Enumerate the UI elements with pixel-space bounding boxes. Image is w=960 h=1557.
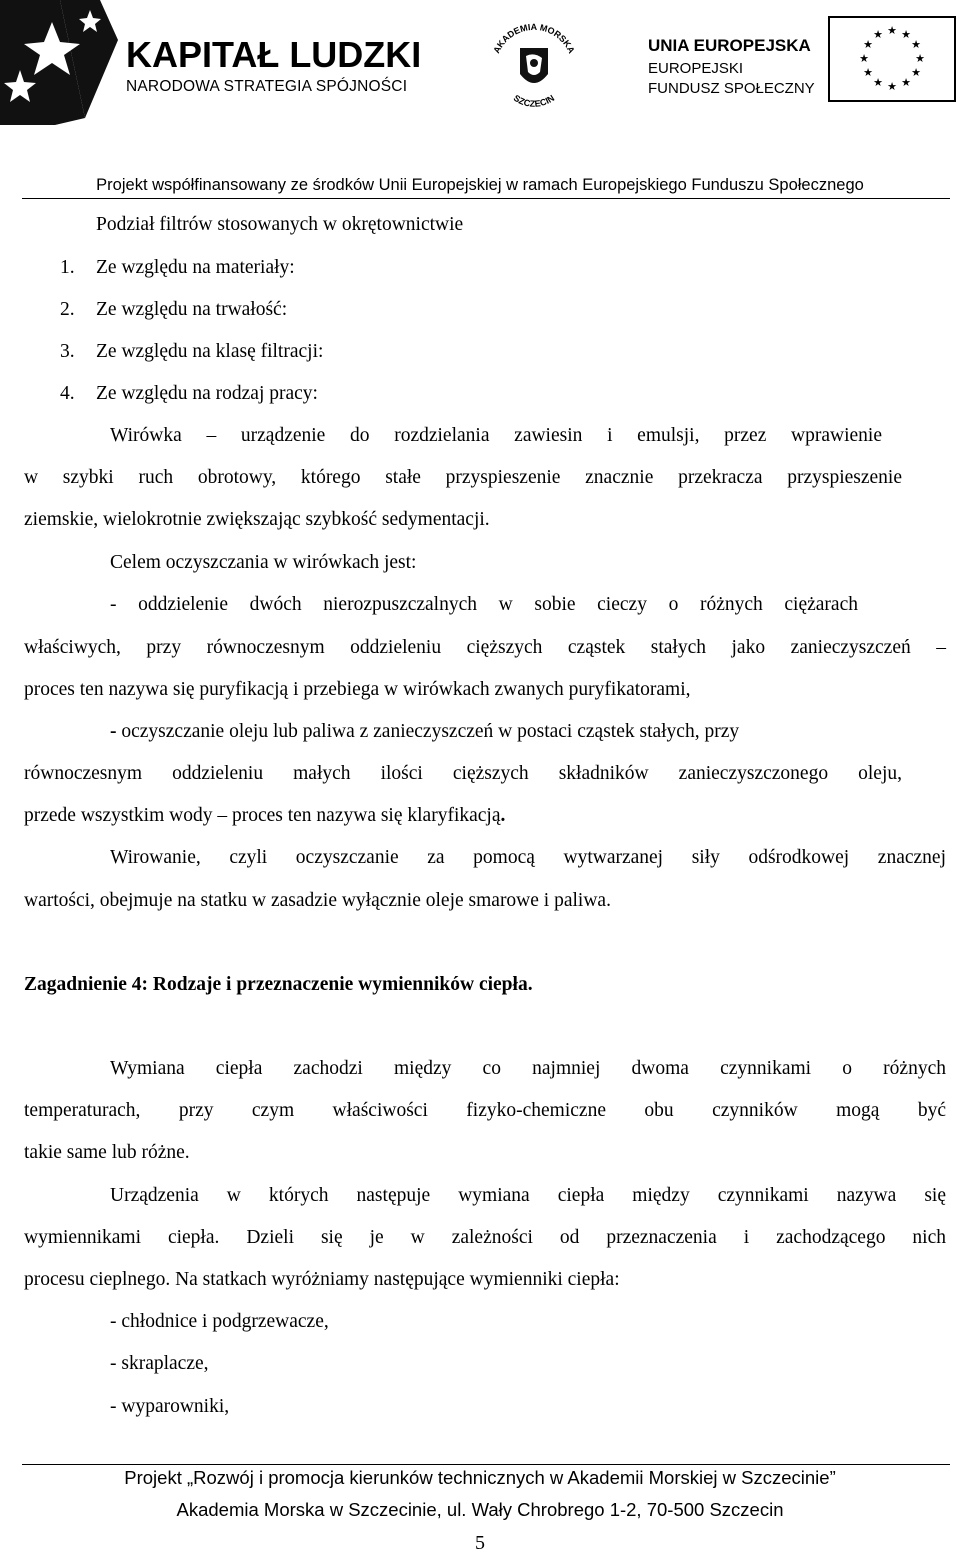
eu-logo (640, 14, 960, 104)
footer-project: Projekt „Rozwój i promocja kierunków technicznych w Akademii Morskiej w Szczecinie” (124, 1467, 836, 1488)
list-item: - wyparowniki, (110, 1396, 230, 1417)
svg-text:★: ★ (863, 66, 873, 79)
svg-text:★: ★ (887, 24, 897, 37)
kapital-ludzki-subtitle: NARODOWA STRATEGIA SPÓJNOŚCI (126, 78, 408, 95)
list-number: 2. (60, 299, 75, 320)
svg-text:★: ★ (887, 80, 897, 93)
svg-text:★: ★ (901, 76, 911, 89)
section-heading: Zagadnienie 4: Rodzaje i przeznaczenie wymienników ciepła. (24, 974, 533, 995)
paragraph-line: Urządzenia w których następuje wymiana ciepła między czynnikami nazywa się (110, 1185, 946, 1206)
list-item: - chłodnice i podgrzewacze, (110, 1311, 329, 1332)
paragraph-line: procesu cieplnego. Na statkach wyróżniamy następujące wymienniki ciepła: (24, 1269, 620, 1290)
eu-line3: FUNDUSZ SPOŁECZNY (648, 80, 815, 97)
paragraph-line: wymiennikami ciepła. Dzieli się je w zależności od przeznaczenia i zachodzącego nich (24, 1227, 946, 1248)
paragraph-line: równoczesnym oddzieleniu małych ilości cięższych składników zanieczyszczonego oleju, (24, 763, 902, 784)
kapital-ludzki-logo (0, 0, 440, 125)
svg-text:★: ★ (915, 52, 925, 65)
svg-text:★: ★ (901, 28, 911, 41)
kapital-ludzki-emblem-icon (0, 0, 120, 125)
akademia-city-text: SZCZECIN (511, 92, 557, 109)
paragraph-line: takie same lub różne. (24, 1142, 190, 1163)
list-item: Ze względu na materiały: (96, 257, 295, 278)
svg-text:★: ★ (911, 38, 921, 51)
svg-text:★: ★ (863, 38, 873, 51)
header-rule (22, 198, 950, 199)
footer-rule (22, 1464, 950, 1465)
paragraph-line: Wymiana ciepła zachodzi między co najmniej dwoma czynnikami o różnych (110, 1058, 946, 1079)
header-caption: Projekt współfinansowany ze środków Unii Europejskiej w ramach Europejskiego Funduszu Społecznego (96, 176, 864, 194)
paragraph-line (24, 804, 505, 828)
paragraph-line-text: przede wszystkim wody – proces ten nazywa się klaryfikacją (24, 805, 501, 826)
svg-text:★: ★ (911, 66, 921, 79)
paragraph-line: temperaturach, przy czym właściwości fizyko-chemiczne obu czynników mogą być (24, 1100, 946, 1121)
eu-line1: UNIA EUROPEJSKA (648, 36, 811, 55)
eu-line2: EUROPEJSKI (648, 60, 744, 77)
list-item: Ze względu na rodzaj pracy: (96, 383, 318, 404)
paragraph-line: Wirowanie, czyli oczyszczanie za pomocą wytwarzanej siły odśrodkowej znacznej (110, 847, 946, 868)
list-number: 4. (60, 383, 75, 404)
list-number: 1. (60, 257, 75, 278)
paragraph-line: Wirówka – urządzenie do rozdzielania zawiesin i emulsji, przez wprawienie (110, 425, 882, 446)
eu-flag-icon (828, 16, 956, 102)
paragraph-line: - oddzielenie dwóch nierozpuszczalnych w sobie cieczy o różnych ciężarach (110, 594, 858, 615)
akademia-morska-logo (484, 12, 584, 120)
paragraph-line: proces ten nazywa się puryfikacją i przebiega w wirówkach zwanych puryfikatorami, (24, 679, 691, 700)
paragraph-line: Celem oczyszczania w wirówkach jest: (110, 552, 417, 573)
paragraph-line: w szybki ruch obrotowy, którego stałe przyspieszenie znacznie przekracza przyspieszenie (24, 467, 902, 488)
list-item: Ze względu na trwałość: (96, 299, 288, 320)
bold-dot: . (500, 805, 506, 826)
paragraph-line (110, 720, 739, 744)
paragraph-line: ziemskie, wielokrotnie zwiększając szybkość sedymentacji. (24, 509, 490, 530)
akademia-arc-text: AKADEMIA MORSKA (491, 21, 577, 55)
kapital-ludzki-title: KAPITAŁ LUDZKI (126, 34, 422, 75)
svg-text:★: ★ (859, 52, 869, 65)
list-number: 3. (60, 341, 75, 362)
bold-dash: - (110, 721, 117, 742)
paragraph-line: wartości, obejmuje na statku w zasadzie wyłącznie oleje smarowe i paliwa. (24, 890, 611, 911)
footer-address: Akademia Morska w Szczecinie, ul. Wały Chrobrego 1-2, 70-500 Szczecin (176, 1499, 784, 1520)
paragraph-line: właściwych, przy równoczesnym oddzieleniu cięższych cząstek stałych jako zanieczyszczeń – (24, 637, 946, 658)
list-item: Ze względu na klasę filtracji: (96, 341, 324, 362)
svg-text:★: ★ (873, 28, 883, 41)
svg-text:★: ★ (873, 76, 883, 89)
page-number: 5 (475, 1532, 485, 1554)
paragraph-line-text: oczyszczanie oleju lub paliwa z zanieczyszczeń w postaci cząstek stałych, przy (116, 721, 740, 742)
list-item: - skraplacze, (110, 1353, 209, 1374)
akademia-morska-seal-icon (484, 12, 584, 120)
intro-text: Podział filtrów stosowanych w okrętownictwie (96, 214, 464, 235)
